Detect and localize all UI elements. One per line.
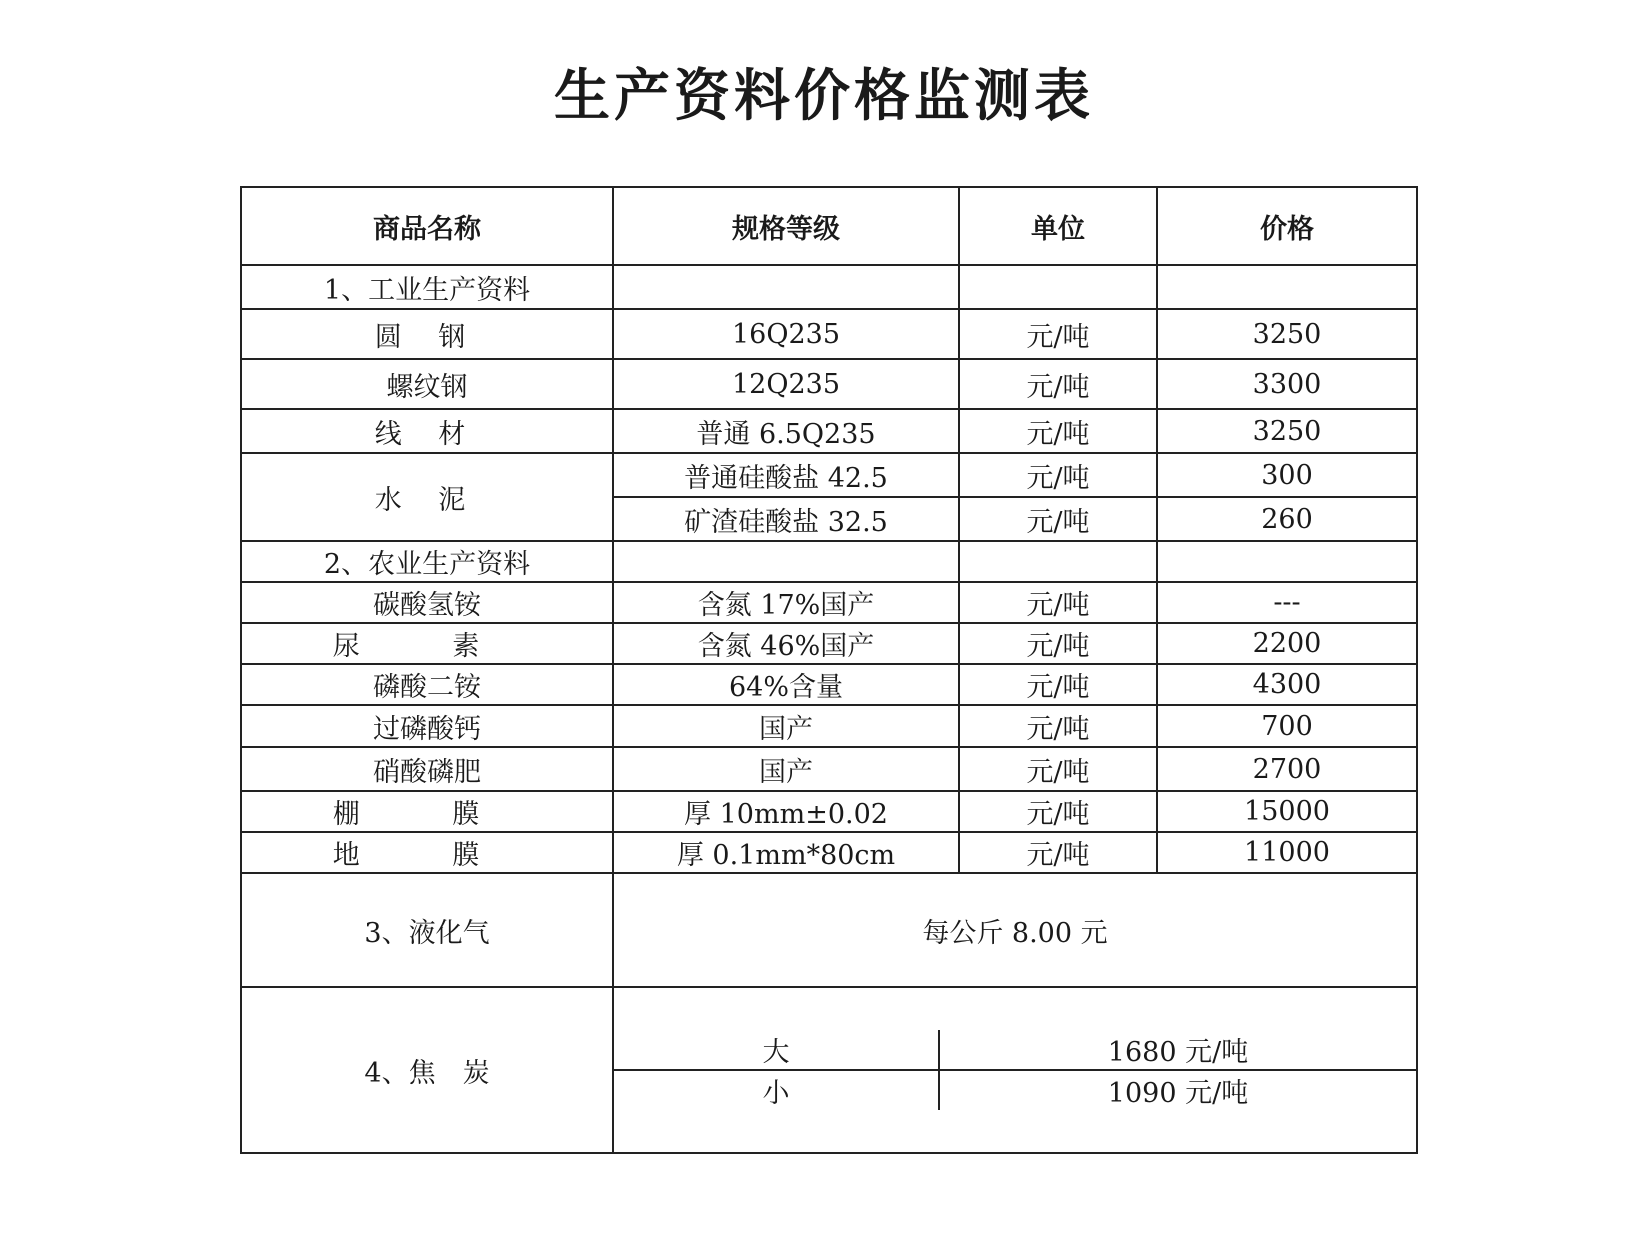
lpg-row [241,873,1417,987]
coke-row-large [614,1030,1416,1070]
price-table [240,186,1418,1154]
item-spec: 12Q235 [613,359,959,409]
item-spec: 含氮 17%国产 [613,582,959,623]
item-spec: 64%含量 [613,664,959,705]
item-unit: 元/吨 [959,832,1157,873]
item-spec: 矿渣硅酸盐 32.5 [613,497,959,541]
table-row [241,623,1417,664]
item-unit: 元/吨 [959,623,1157,664]
item-name: 尿 素 [241,623,613,664]
table-row [241,582,1417,623]
table-row [241,409,1417,453]
section-industrial: 1、工业生产资料 [241,265,613,309]
coke-size: 小 [614,1070,939,1110]
coke-subtable [614,1030,1416,1110]
header-row [241,187,1417,265]
item-unit: 元/吨 [959,582,1157,623]
table-row [241,453,1417,497]
item-price: 2700 [1157,747,1417,791]
item-unit: 元/吨 [959,409,1157,453]
coke-price: 1090 元/吨 [1107,1078,1249,1109]
item-name: 螺纹钢 [241,359,613,409]
item-price: 260 [1157,497,1417,541]
item-unit: 元/吨 [959,309,1157,359]
item-name: 硝酸磷肥 [241,747,613,791]
table-row [241,705,1417,747]
item-name: 线 材 [241,409,613,453]
item-name: 棚 膜 [241,791,613,832]
item-price: 3250 [1157,409,1417,453]
header-unit: 单位 [959,187,1157,265]
table-row [241,832,1417,873]
item-unit: 元/吨 [959,497,1157,541]
table-row [241,359,1417,409]
header-name: 商品名称 [241,187,613,265]
item-name: 磷酸二铵 [241,664,613,705]
coke-price: 1680 元/吨 [939,1030,1416,1070]
item-price: 4300 [1157,664,1417,705]
item-spec: 含氮 46%国产 [613,623,959,664]
item-unit: 元/吨 [959,791,1157,832]
item-unit: 元/吨 [959,705,1157,747]
table-row [241,791,1417,832]
item-name: 碳酸氢铵 [241,582,613,623]
coke-row-small [614,1070,1416,1110]
item-spec: 厚 0.1mm*80cm [613,832,959,873]
item-price: 15000 [1157,791,1417,832]
item-name: 地 膜 [241,832,613,873]
header-price: 价格 [1157,187,1417,265]
item-spec: 国产 [613,705,959,747]
item-price: 11000 [1157,832,1417,873]
item-unit: 元/吨 [959,664,1157,705]
section-row [241,541,1417,582]
page-title: 生产资料价格监测表 [554,64,1094,129]
item-price: 2200 [1157,623,1417,664]
table-row [241,664,1417,705]
item-name: 过磷酸钙 [241,705,613,747]
item-price: --- [1157,582,1417,623]
header-spec: 规格等级 [613,187,959,265]
coke-row [241,987,1417,1153]
item-unit: 元/吨 [959,359,1157,409]
item-name: 水 泥 [241,453,613,541]
item-price: 3250 [1157,309,1417,359]
item-price: 300 [1157,453,1417,497]
item-spec: 普通 6.5Q235 [613,409,959,453]
section-lpg: 3、液化气 [241,873,613,987]
item-unit: 元/吨 [959,453,1157,497]
lpg-price: 每公斤 8.00 元 [613,873,1417,987]
table-row [241,309,1417,359]
coke-size: 大 [614,1030,939,1070]
item-unit: 元/吨 [959,747,1157,791]
item-spec: 普通硅酸盐 42.5 [613,453,959,497]
table-row [241,747,1417,791]
item-spec: 国产 [613,747,959,791]
section-coke: 4、焦 炭 [241,987,613,1153]
item-spec: 厚 10mm±0.02 [613,791,959,832]
section-row [241,265,1417,309]
section-agricultural: 2、农业生产资料 [241,541,613,582]
item-price: 3300 [1157,359,1417,409]
item-price: 700 [1157,705,1417,747]
item-name: 圆 钢 [241,309,613,359]
item-spec: 16Q235 [613,309,959,359]
